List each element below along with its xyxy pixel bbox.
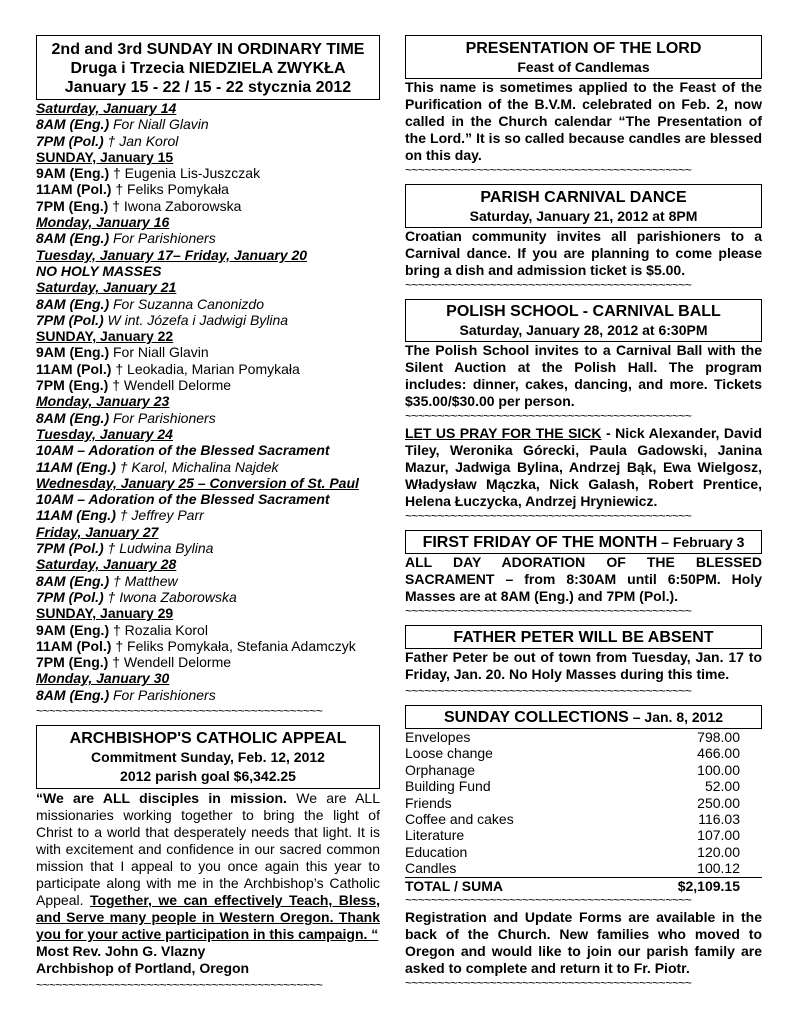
collection-value: 107.00 bbox=[697, 827, 740, 844]
ordinary-time-header bbox=[36, 35, 380, 100]
schedule-line bbox=[36, 459, 380, 475]
tilde-divider: ~~~~~~~~~~~~~~~~~~~~~~~~~~~~~~~~~~~~~~~~~~~~ bbox=[405, 164, 692, 176]
absent-box bbox=[405, 625, 762, 649]
schedule-lead: SUNDAY, January 29 bbox=[36, 605, 174, 622]
schedule-lead: 11AM (Pol.) bbox=[36, 181, 112, 198]
schedule-intention: For Niall Glavin bbox=[109, 344, 209, 361]
mass-schedule bbox=[36, 100, 380, 703]
schedule-lead: Tuesday, January 17– Friday, January 20 bbox=[36, 246, 308, 263]
carnival-dance-date: Saturday, January 21, 2012 at 8PM bbox=[469, 208, 698, 224]
schedule-lead: 8AM (Eng.) bbox=[36, 572, 110, 589]
collection-row bbox=[405, 762, 762, 778]
schedule-line bbox=[36, 670, 380, 686]
appeal-goal: 2012 parish goal $6,342.25 bbox=[120, 767, 296, 784]
schedule-line bbox=[36, 198, 380, 214]
tilde-divider: ~~~~~~~~~~~~~~~~~~~~~~~~~~~~~~~~~~~~~~~~~~~~ bbox=[405, 977, 692, 990]
collection-row bbox=[405, 811, 762, 827]
schedule-line bbox=[36, 556, 380, 572]
schedule-lead: 9AM (Eng.) bbox=[36, 621, 110, 638]
appeal-signature-name: Most Rev. John G. Vlazny bbox=[36, 942, 206, 959]
schedule-lead: SUNDAY, January 15 bbox=[36, 148, 174, 165]
appeal-lead: “We are ALL disciples in mission. bbox=[36, 789, 287, 806]
collection-value: 116.03 bbox=[698, 811, 740, 828]
schedule-line bbox=[36, 344, 380, 360]
schedule-line bbox=[36, 361, 380, 377]
schedule-intention: For Niall Glavin bbox=[109, 116, 209, 133]
appeal-message bbox=[36, 790, 380, 943]
schedule-intention: † Jan Korol bbox=[103, 132, 179, 149]
tilde-divider: ~~~~~~~~~~~~~~~~~~~~~~~~~~~~~~~~~~~~~~~~~~~~ bbox=[405, 279, 692, 291]
collections-title: SUNDAY COLLECTIONS bbox=[443, 709, 629, 726]
schedule-line bbox=[36, 116, 380, 132]
schedule-lead: 8AM (Eng.) bbox=[36, 295, 110, 312]
total-value: $2,109.15 bbox=[677, 877, 740, 894]
collection-label: Education bbox=[405, 843, 468, 860]
schedule-lead: Monday, January 23 bbox=[36, 393, 170, 410]
carnival-dance-title: PARISH CARNIVAL DANCE bbox=[480, 189, 687, 206]
schedule-line bbox=[36, 165, 380, 181]
tilde-divider: ~~~~~~~~~~~~~~~~~~~~~~~~~~~~~~~~~~~~~~~~~~~~ bbox=[405, 685, 692, 697]
schedule-lead: Monday, January 16 bbox=[36, 214, 170, 231]
polish-school-title: POLISH SCHOOL - CARNIVAL BALL bbox=[446, 303, 721, 320]
schedule-line bbox=[36, 312, 380, 328]
collection-label: Literature bbox=[405, 827, 465, 844]
schedule-lead: 8AM (Eng.) bbox=[36, 686, 110, 703]
collection-value: 798.00 bbox=[697, 729, 740, 745]
schedule-intention: W int. Józefa i Jadwigi Bylina bbox=[103, 311, 289, 328]
absent-text: Father Peter be out of town from Tuesday, Jan. 17 to Friday, Jan. 20. No Holy Masses during this time. bbox=[405, 649, 762, 682]
collection-value: 100.12 bbox=[697, 860, 740, 877]
header-line-2: Druga i Trzecia NIEDZIELA ZWYKŁA bbox=[70, 60, 346, 77]
schedule-intention: † Rozalia Korol bbox=[109, 621, 208, 638]
schedule-intention: † Karol, Michalina Najdek bbox=[115, 458, 279, 475]
schedule-lead: Tuesday, January 24 bbox=[36, 425, 173, 442]
schedule-line bbox=[36, 181, 380, 197]
schedule-intention: † Iwona Zaborowska bbox=[108, 197, 242, 214]
collection-row bbox=[405, 778, 762, 794]
schedule-intention: † Wendell Delorme bbox=[108, 377, 232, 394]
carnival-dance-box bbox=[405, 184, 762, 228]
polish-school-text: The Polish School invites to a Carnival Ball with the Silent Auction at the Polish Hall. The program includes: dinner, cakes, dancing, and more. Tickets $35.00/$30.00 per person. bbox=[405, 342, 762, 409]
schedule-lead: NO HOLY MASSES bbox=[36, 262, 162, 279]
presentation-box bbox=[405, 35, 762, 79]
schedule-lead: SUNDAY, January 22 bbox=[36, 328, 174, 345]
schedule-lead: Wednesday, January 25 – Conversion of St. Paul bbox=[36, 474, 359, 491]
collections-box bbox=[405, 705, 762, 729]
collection-value: 250.00 bbox=[697, 794, 740, 811]
schedule-intention: For Parishioners bbox=[109, 409, 216, 426]
first-friday-title: FIRST FRIDAY OF THE MONTH bbox=[422, 534, 658, 551]
schedule-line bbox=[36, 426, 380, 442]
polish-school-date: Saturday, January 28, 2012 at 6:30PM bbox=[459, 322, 708, 338]
schedule-intention: † Matthew bbox=[109, 572, 178, 589]
schedule-lead: Friday, January 27 bbox=[36, 523, 159, 540]
schedule-line bbox=[36, 100, 380, 116]
header-line-3: January 15 - 22 / 15 - 22 stycznia 2012 bbox=[64, 79, 352, 96]
schedule-line bbox=[36, 475, 380, 491]
tilde-divider: ~~~~~~~~~~~~~~~~~~~~~~~~~~~~~~~~~~~~~~~~~~~~ bbox=[405, 410, 692, 422]
tilde-divider: ~~~~~~~~~~~~~~~~~~~~~~~~~~~~~~~~~~~~~~~~~~~~ bbox=[405, 510, 692, 522]
schedule-lead: 7PM (Pol.) bbox=[36, 311, 104, 328]
collections-total-row bbox=[405, 877, 762, 894]
schedule-intention: For Suzanna Canonizdo bbox=[109, 295, 264, 312]
collection-value: 100.00 bbox=[697, 761, 740, 778]
left-column bbox=[36, 35, 380, 991]
tilde-divider: ~~~~~~~~~~~~~~~~~~~~~~~~~~~~~~~~~~~~~~~~~~~~ bbox=[36, 704, 323, 717]
schedule-intention: † Eugenia Lis-Juszczak bbox=[109, 165, 261, 182]
schedule-lead: Monday, January 30 bbox=[36, 670, 170, 687]
collections-table bbox=[405, 729, 762, 877]
presentation-text: This name is sometimes applied to the Feast of the Purification of the B.V.M. celebrated on Feb. 2, now called in the Church calendar “The Presentation of the Lord.” It is so called because candles are blessed on this day. bbox=[405, 79, 762, 163]
schedule-lead: 8AM (Eng.) bbox=[36, 116, 110, 133]
schedule-line bbox=[36, 214, 380, 230]
pray-label: LET US PRAY FOR THE SICK bbox=[405, 425, 602, 441]
collection-row bbox=[405, 827, 762, 843]
schedule-line bbox=[36, 133, 380, 149]
schedule-line bbox=[36, 296, 380, 312]
pray-for-sick bbox=[405, 425, 762, 510]
schedule-lead: Saturday, January 28 bbox=[36, 556, 177, 573]
schedule-lead: 11AM (Eng.) bbox=[36, 507, 116, 524]
schedule-lead: 8AM (Eng.) bbox=[36, 230, 110, 247]
schedule-line bbox=[36, 279, 380, 295]
schedule-line bbox=[36, 442, 380, 458]
schedule-line bbox=[36, 687, 380, 703]
schedule-lead: Saturday, January 21 bbox=[36, 279, 177, 296]
collection-label: Loose change bbox=[405, 745, 493, 762]
schedule-lead: 9AM (Eng.) bbox=[36, 165, 110, 182]
appeal-emphasis: Together, we can effectively Teach, Bless, and Serve many people in Western Oregon. Thank you for your active participation in this campaign. “ bbox=[36, 891, 380, 942]
schedule-lead: 7PM (Pol.) bbox=[36, 540, 104, 557]
collection-label: Building Fund bbox=[405, 778, 491, 795]
pray-names: - Nick Alexander, David Tiley, Weronika Górecki, Paula Gadowski, Janina Mazur, Jadwiga Bylina, Andrzej Bąk, Ewa Wielgosz, Władysław Mączka, Nick Galash, Robert Prentice, Helena Łuczycka, Andrzej Hryniewicz. bbox=[405, 425, 762, 509]
collections-date: – Jan. 8, 2012 bbox=[628, 709, 724, 725]
presentation-subtitle: Feast of Candlemas bbox=[517, 59, 650, 75]
schedule-line bbox=[36, 263, 380, 279]
tilde-divider: ~~~~~~~~~~~~~~~~~~~~~~~~~~~~~~~~~~~~~~~~~~~~ bbox=[36, 978, 323, 991]
polish-school-box bbox=[405, 299, 762, 342]
schedule-line bbox=[36, 605, 380, 621]
schedule-line bbox=[36, 573, 380, 589]
schedule-line bbox=[36, 328, 380, 344]
schedule-line bbox=[36, 377, 380, 393]
schedule-intention: † Wendell Delorme bbox=[108, 654, 232, 671]
schedule-line bbox=[36, 524, 380, 540]
collection-value: 120.00 bbox=[697, 843, 740, 860]
collection-row bbox=[405, 729, 762, 745]
schedule-line bbox=[36, 491, 380, 507]
absent-title: FATHER PETER WILL BE ABSENT bbox=[453, 629, 714, 646]
collection-row bbox=[405, 795, 762, 811]
appeal-box bbox=[36, 725, 380, 789]
schedule-line bbox=[36, 589, 380, 605]
collection-row bbox=[405, 844, 762, 860]
collection-label: Coffee and cakes bbox=[405, 811, 514, 828]
schedule-line bbox=[36, 540, 380, 556]
schedule-line bbox=[36, 393, 380, 409]
header-line-1: 2nd and 3rd SUNDAY IN ORDINARY TIME bbox=[51, 41, 365, 58]
schedule-lead: 7PM (Eng.) bbox=[36, 377, 109, 394]
schedule-line bbox=[36, 149, 380, 165]
schedule-lead: Saturday, January 14 bbox=[36, 100, 177, 116]
schedule-lead: 7PM (Pol.) bbox=[36, 132, 104, 149]
collection-value: 52.00 bbox=[704, 778, 740, 795]
total-label: TOTAL / SUMA bbox=[405, 877, 503, 894]
schedule-intention: For Parishioners bbox=[109, 686, 216, 703]
schedule-lead: 7PM (Eng.) bbox=[36, 654, 109, 671]
first-friday-box bbox=[405, 530, 762, 554]
collection-label: Candles bbox=[405, 860, 457, 877]
schedule-intention: † Feliks Pomykała, Stefania Adamczyk bbox=[111, 637, 356, 654]
collection-label: Envelopes bbox=[405, 729, 471, 745]
appeal-signature-title: Archbishop of Portland, Oregon bbox=[36, 959, 250, 976]
schedule-line bbox=[36, 654, 380, 670]
schedule-lead: 8AM (Eng.) bbox=[36, 409, 110, 426]
collection-value: 466.00 bbox=[697, 745, 740, 762]
appeal-commitment: Commitment Sunday, Feb. 12, 2012 bbox=[91, 748, 325, 765]
schedule-intention: † Leokadia, Marian Pomykała bbox=[111, 360, 300, 377]
tilde-divider: ~~~~~~~~~~~~~~~~~~~~~~~~~~~~~~~~~~~~~~~~~~~~ bbox=[405, 605, 692, 617]
first-friday-text: ALL DAY ADORATION OF THE BLESSED SACRAMENT – from 8:30AM until 6:50PM. Holy Masses are at 8AM (Eng.) and 7PM (Pol.). bbox=[405, 554, 762, 604]
schedule-line bbox=[36, 247, 380, 263]
schedule-line bbox=[36, 410, 380, 426]
schedule-intention: † Jeffrey Parr bbox=[115, 507, 204, 524]
schedule-intention: † Ludwina Bylina bbox=[103, 540, 214, 557]
registration-text: Registration and Update Forms are available in the back of the Church. New families who moved to Oregon and would like to join our parish family are asked to complete and return it to Fr. Piotr. bbox=[405, 909, 762, 977]
schedule-line bbox=[36, 230, 380, 246]
right-column bbox=[405, 35, 762, 989]
first-friday-date: – February 3 bbox=[657, 534, 745, 550]
collection-row bbox=[405, 860, 762, 876]
schedule-lead: 7PM (Eng.) bbox=[36, 197, 109, 214]
collection-label: Orphanage bbox=[405, 761, 476, 778]
schedule-line bbox=[36, 622, 380, 638]
collection-label: Friends bbox=[405, 794, 452, 811]
schedule-lead: 11AM (Eng.) bbox=[36, 458, 116, 475]
tilde-divider: ~~~~~~~~~~~~~~~~~~~~~~~~~~~~~~~~~~~~~~~~~~~~ bbox=[405, 894, 692, 907]
schedule-intention: For Parishioners bbox=[109, 230, 216, 247]
schedule-lead: 11AM (Pol.) bbox=[36, 637, 112, 654]
appeal-title: ARCHBISHOP'S CATHOLIC APPEAL bbox=[69, 729, 347, 747]
schedule-lead: 9AM (Eng.) bbox=[36, 344, 110, 361]
collection-row bbox=[405, 745, 762, 761]
presentation-title: PRESENTATION OF THE LORD bbox=[465, 40, 702, 57]
schedule-lead: 11AM (Pol.) bbox=[36, 360, 112, 377]
schedule-intention: † Iwona Zaborowska bbox=[103, 588, 237, 605]
schedule-lead: 7PM (Pol.) bbox=[36, 588, 104, 605]
schedule-line bbox=[36, 507, 380, 523]
appeal-body: We are ALL missionaries working together to bring the light of Christ to a world that desperately needs that light. It is with excitement and confidence in our sacred common mission that I appeal to you once again this year to participate along with me in the Archbishop’s Catholic Appeal. bbox=[36, 789, 380, 908]
schedule-lead: 10AM – Adoration of the Blessed Sacrament bbox=[36, 442, 330, 459]
schedule-intention: † Feliks Pomykała bbox=[111, 181, 229, 198]
schedule-lead: 10AM – Adoration of the Blessed Sacrament bbox=[36, 491, 330, 508]
carnival-dance-text: Croatian community invites all parishioners to a Carnival dance. If you are planning to come please bring a dish and admission ticket is $5.00. bbox=[405, 228, 762, 278]
schedule-line bbox=[36, 638, 380, 654]
